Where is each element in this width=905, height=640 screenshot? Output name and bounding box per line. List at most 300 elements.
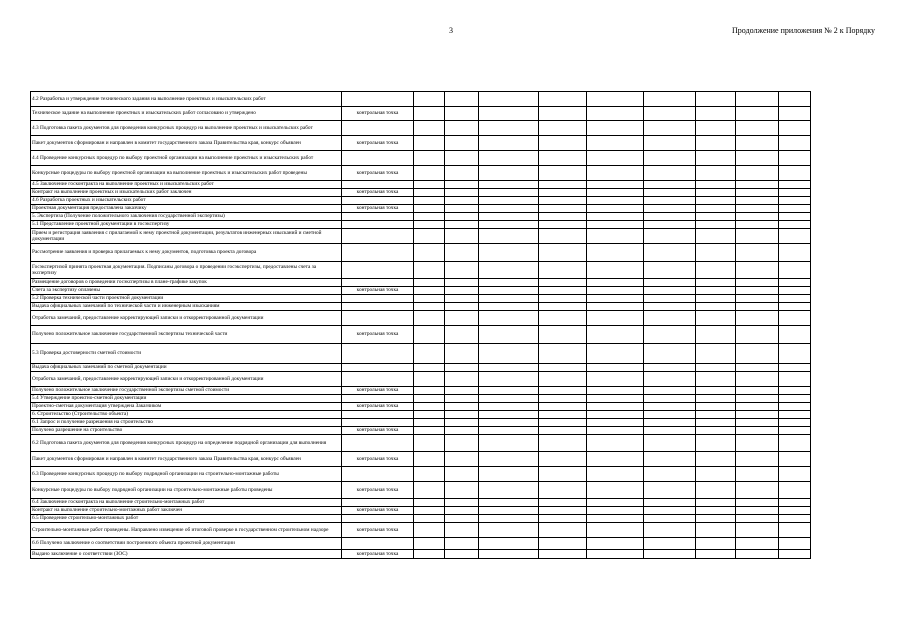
empty-cell [445, 205, 479, 213]
empty-cell [414, 287, 445, 295]
control-point-cell [342, 411, 414, 419]
empty-cell [445, 229, 479, 244]
empty-cell [414, 403, 445, 411]
table-row [31, 287, 811, 295]
empty-cell [696, 403, 736, 411]
table-row [31, 229, 811, 244]
empty-cell [479, 467, 539, 482]
empty-cell [644, 419, 696, 427]
control-point-cell [342, 303, 414, 311]
empty-cell [479, 523, 539, 538]
empty-cell [696, 107, 736, 121]
empty-cell [779, 550, 811, 559]
page-number: 3 [449, 26, 453, 35]
empty-cell [479, 287, 539, 295]
control-point-cell [342, 151, 414, 166]
empty-cell [539, 189, 587, 197]
control-point-cell [342, 244, 414, 262]
empty-cell [479, 515, 539, 523]
empty-cell [736, 364, 779, 372]
empty-cell [587, 427, 644, 435]
empty-cell [779, 136, 811, 151]
empty-cell [445, 136, 479, 151]
empty-cell [414, 244, 445, 262]
empty-cell [696, 344, 736, 364]
empty-cell [779, 287, 811, 295]
empty-cell [587, 136, 644, 151]
empty-cell [445, 403, 479, 411]
control-point-cell [342, 279, 414, 287]
empty-cell [587, 151, 644, 166]
empty-cell [539, 427, 587, 435]
empty-cell [644, 244, 696, 262]
empty-cell [696, 303, 736, 311]
empty-cell [479, 295, 539, 303]
empty-cell [736, 213, 779, 221]
empty-cell [779, 515, 811, 523]
empty-cell [736, 482, 779, 499]
empty-cell [587, 311, 644, 326]
empty-cell [644, 467, 696, 482]
empty-cell [696, 181, 736, 189]
empty-cell [696, 364, 736, 372]
empty-cell [445, 189, 479, 197]
empty-cell [445, 197, 479, 205]
empty-cell [644, 550, 696, 559]
control-point-cell [342, 213, 414, 221]
control-point-cell: контрольная точка [342, 326, 414, 344]
stage-cell: 4.2 Разработка и утверждение технического задания на выполнение проектных и изыскательских работ [31, 92, 342, 107]
empty-cell [479, 344, 539, 364]
empty-cell [539, 419, 587, 427]
empty-cell [445, 92, 479, 107]
empty-cell [445, 387, 479, 395]
control-point-cell [342, 395, 414, 403]
table-row [31, 295, 811, 303]
empty-cell [644, 364, 696, 372]
empty-cell [414, 221, 445, 229]
empty-cell [414, 507, 445, 515]
empty-cell [539, 515, 587, 523]
empty-cell [414, 295, 445, 303]
empty-cell [644, 372, 696, 387]
control-point-cell [342, 515, 414, 523]
control-point-cell: контрольная точка [342, 427, 414, 435]
control-point-cell [342, 262, 414, 279]
empty-cell [414, 189, 445, 197]
empty-cell [587, 482, 644, 499]
empty-cell [779, 538, 811, 550]
empty-cell [696, 136, 736, 151]
empty-cell [479, 395, 539, 403]
empty-cell [539, 387, 587, 395]
empty-cell [445, 550, 479, 559]
empty-cell [644, 435, 696, 452]
empty-cell [696, 538, 736, 550]
empty-cell [479, 92, 539, 107]
empty-cell [479, 197, 539, 205]
empty-cell [779, 467, 811, 482]
empty-cell [445, 395, 479, 403]
empty-cell [779, 229, 811, 244]
empty-cell [414, 262, 445, 279]
empty-cell [644, 121, 696, 136]
table-row [31, 107, 811, 121]
control-point-cell [342, 92, 414, 107]
empty-cell [445, 121, 479, 136]
empty-cell [779, 403, 811, 411]
empty-cell [644, 499, 696, 507]
empty-cell [479, 482, 539, 499]
empty-cell [539, 538, 587, 550]
table-row [31, 482, 811, 499]
empty-cell [587, 507, 644, 515]
empty-cell [696, 287, 736, 295]
control-point-cell [342, 435, 414, 452]
empty-cell [779, 166, 811, 181]
empty-cell [736, 326, 779, 344]
empty-cell [736, 515, 779, 523]
table-row [31, 197, 811, 205]
stage-cell: Счета за экспертизу оплачены [31, 287, 342, 295]
stage-cell: Прием и регистрация заявления с прилагаемой к нему проектной документации, результатов инженерных изысканий и сметной документации [31, 229, 342, 244]
stage-cell: Пакет документов сформирован и направлен в комитет государственного заказа Правительства края, конкурс объявлен [31, 452, 342, 467]
empty-cell [736, 467, 779, 482]
empty-cell [736, 372, 779, 387]
empty-cell [736, 499, 779, 507]
stage-cell: Выдача официальных замечаний по сметной документации [31, 364, 342, 372]
empty-cell [736, 344, 779, 364]
empty-cell [539, 121, 587, 136]
empty-cell [587, 395, 644, 403]
empty-cell [587, 403, 644, 411]
empty-cell [779, 499, 811, 507]
empty-cell [696, 326, 736, 344]
empty-cell [736, 507, 779, 515]
empty-cell [479, 372, 539, 387]
empty-cell [414, 482, 445, 499]
empty-cell [696, 189, 736, 197]
empty-cell [539, 166, 587, 181]
empty-cell [539, 344, 587, 364]
empty-cell [736, 550, 779, 559]
empty-cell [587, 205, 644, 213]
control-point-cell [342, 229, 414, 244]
empty-cell [445, 295, 479, 303]
empty-cell [587, 419, 644, 427]
control-point-cell [342, 295, 414, 303]
empty-cell [445, 435, 479, 452]
empty-cell [479, 136, 539, 151]
table-row [31, 213, 811, 221]
empty-cell [779, 213, 811, 221]
control-point-cell [342, 311, 414, 326]
control-point-cell [342, 221, 414, 229]
stage-cell: Строительно-монтажные работ проведены. Направлено извещение об итоговой проверке в государственном строительном надзоре [31, 523, 342, 538]
control-point-cell: контрольная точка [342, 107, 414, 121]
empty-cell [414, 372, 445, 387]
empty-cell [539, 151, 587, 166]
empty-cell [736, 151, 779, 166]
empty-cell [445, 427, 479, 435]
empty-cell [779, 482, 811, 499]
empty-cell [539, 279, 587, 287]
empty-cell [479, 221, 539, 229]
empty-cell [539, 303, 587, 311]
empty-cell [539, 372, 587, 387]
control-point-cell: контрольная точка [342, 136, 414, 151]
empty-cell [445, 326, 479, 344]
control-point-cell: контрольная точка [342, 550, 414, 559]
empty-cell [644, 197, 696, 205]
empty-cell [587, 467, 644, 482]
empty-cell [587, 221, 644, 229]
empty-cell [479, 427, 539, 435]
table-row [31, 538, 811, 550]
empty-cell [644, 205, 696, 213]
stage-cell: Конкурсные процедуры по выбору проектной организации на выполнение проектных и изыскательских работ проведены [31, 166, 342, 181]
empty-cell [736, 452, 779, 467]
empty-cell [414, 499, 445, 507]
empty-cell [644, 411, 696, 419]
empty-cell [587, 550, 644, 559]
empty-cell [696, 205, 736, 213]
empty-cell [414, 427, 445, 435]
empty-cell [736, 197, 779, 205]
empty-cell [779, 197, 811, 205]
empty-cell [587, 303, 644, 311]
empty-cell [445, 151, 479, 166]
empty-cell [644, 303, 696, 311]
empty-cell [644, 189, 696, 197]
empty-cell [736, 387, 779, 395]
control-point-cell [342, 364, 414, 372]
empty-cell [414, 136, 445, 151]
table-row [31, 364, 811, 372]
empty-cell [779, 151, 811, 166]
empty-cell [445, 507, 479, 515]
empty-cell [736, 311, 779, 326]
stage-cell: Отработка замечаний, предоставление корректирующей записки и откорректированной документации [31, 311, 342, 326]
stage-cell: Размещение договоров о проведении госэкспертизы в плане-графике закупок [31, 279, 342, 287]
empty-cell [736, 295, 779, 303]
empty-cell [696, 515, 736, 523]
empty-cell [539, 197, 587, 205]
stage-cell: Выдача официальных замечаний по технической части и инженерным изысканиям [31, 303, 342, 311]
empty-cell [414, 515, 445, 523]
empty-cell [445, 279, 479, 287]
empty-cell [587, 295, 644, 303]
stage-cell: 5.2 Проверка технической части проектной документации [31, 295, 342, 303]
empty-cell [779, 364, 811, 372]
empty-cell [779, 303, 811, 311]
empty-cell [587, 279, 644, 287]
stage-cell: 6.2 Подготовка пакета документов для проведения конкурсных процедур на определение подрядной организации для выполнения [31, 435, 342, 452]
empty-cell [445, 515, 479, 523]
empty-cell [779, 121, 811, 136]
empty-cell [587, 499, 644, 507]
table-row [31, 262, 811, 279]
stage-cell: Пакет документов сформирован и направлен в комитет государственного заказа Правительства края, конкурс объявлен [31, 136, 342, 151]
empty-cell [736, 229, 779, 244]
empty-cell [779, 262, 811, 279]
control-point-cell [342, 372, 414, 387]
empty-cell [779, 344, 811, 364]
empty-cell [479, 326, 539, 344]
empty-cell [736, 189, 779, 197]
empty-cell [779, 523, 811, 538]
empty-cell [587, 326, 644, 344]
empty-cell [539, 435, 587, 452]
empty-cell [414, 387, 445, 395]
empty-cell [696, 166, 736, 181]
table-row [31, 403, 811, 411]
empty-cell [779, 395, 811, 403]
empty-cell [445, 452, 479, 467]
control-point-cell [342, 121, 414, 136]
control-point-cell [342, 344, 414, 364]
empty-cell [696, 372, 736, 387]
empty-cell [736, 244, 779, 262]
empty-cell [696, 279, 736, 287]
table-row [31, 387, 811, 395]
empty-cell [644, 507, 696, 515]
empty-cell [696, 523, 736, 538]
empty-cell [587, 287, 644, 295]
empty-cell [644, 295, 696, 303]
empty-cell [736, 136, 779, 151]
empty-cell [696, 419, 736, 427]
empty-cell [539, 136, 587, 151]
empty-cell [479, 107, 539, 121]
empty-cell [414, 151, 445, 166]
empty-cell [696, 244, 736, 262]
empty-cell [696, 550, 736, 559]
table-row [31, 344, 811, 364]
table-row [31, 244, 811, 262]
empty-cell [445, 303, 479, 311]
empty-cell [539, 295, 587, 303]
control-point-cell [342, 538, 414, 550]
empty-cell [736, 523, 779, 538]
empty-cell [644, 311, 696, 326]
empty-cell [539, 499, 587, 507]
empty-cell [736, 395, 779, 403]
table-row [31, 326, 811, 344]
empty-cell [644, 287, 696, 295]
empty-cell [736, 181, 779, 189]
empty-cell [587, 364, 644, 372]
control-point-cell: контрольная точка [342, 403, 414, 411]
empty-cell [479, 311, 539, 326]
stage-cell: Получено положительное заключение государственной экспертизы технической части [31, 326, 342, 344]
empty-cell [587, 344, 644, 364]
stage-cell: 4.6 Разработка проектных и изыскательских работ [31, 197, 342, 205]
empty-cell [414, 279, 445, 287]
empty-cell [479, 151, 539, 166]
empty-cell [445, 311, 479, 326]
empty-cell [479, 435, 539, 452]
stage-cell: Получено разрешение на строительство [31, 427, 342, 435]
empty-cell [779, 411, 811, 419]
control-point-cell [342, 499, 414, 507]
stage-cell: Рассмотрение заявления и проверка прилагаемых к нему документов, подготовка проекта договора [31, 244, 342, 262]
control-point-cell [342, 419, 414, 427]
empty-cell [414, 411, 445, 419]
table-row [31, 166, 811, 181]
empty-cell [445, 166, 479, 181]
empty-cell [539, 467, 587, 482]
empty-cell [414, 538, 445, 550]
empty-cell [587, 435, 644, 452]
table-row [31, 279, 811, 287]
empty-cell [587, 189, 644, 197]
empty-cell [696, 311, 736, 326]
empty-cell [539, 364, 587, 372]
empty-cell [445, 221, 479, 229]
empty-cell [587, 387, 644, 395]
empty-cell [414, 205, 445, 213]
empty-cell [539, 213, 587, 221]
empty-cell [696, 295, 736, 303]
empty-cell [587, 411, 644, 419]
empty-cell [414, 435, 445, 452]
table-row [31, 435, 811, 452]
stage-cell: 5.3 Проверка достоверности сметной стоимости [31, 344, 342, 364]
stage-cell: 5. Экспертиза (Получение положительного заключения государственной экспертизы) [31, 213, 342, 221]
empty-cell [479, 538, 539, 550]
empty-cell [696, 435, 736, 452]
empty-cell [736, 303, 779, 311]
empty-cell [539, 92, 587, 107]
empty-cell [644, 452, 696, 467]
empty-cell [414, 467, 445, 482]
table-row [31, 467, 811, 482]
empty-cell [587, 92, 644, 107]
empty-cell [539, 482, 587, 499]
empty-cell [414, 197, 445, 205]
empty-cell [696, 411, 736, 419]
empty-cell [779, 244, 811, 262]
empty-cell [736, 538, 779, 550]
empty-cell [779, 92, 811, 107]
empty-cell [414, 166, 445, 181]
empty-cell [445, 244, 479, 262]
empty-cell [414, 92, 445, 107]
empty-cell [539, 287, 587, 295]
empty-cell [696, 262, 736, 279]
empty-cell [696, 151, 736, 166]
empty-cell [587, 107, 644, 121]
empty-cell [539, 262, 587, 279]
table-row [31, 136, 811, 151]
table-row [31, 181, 811, 189]
empty-cell [696, 507, 736, 515]
empty-cell [644, 213, 696, 221]
control-point-cell: контрольная точка [342, 452, 414, 467]
control-point-cell: контрольная точка [342, 205, 414, 213]
empty-cell [779, 372, 811, 387]
empty-cell [587, 538, 644, 550]
empty-cell [539, 181, 587, 189]
stage-cell: Контракт на выполнение строительно-монтажных работ заключен [31, 507, 342, 515]
empty-cell [736, 287, 779, 295]
empty-cell [414, 344, 445, 364]
empty-cell [644, 262, 696, 279]
empty-cell [779, 181, 811, 189]
stage-cell: Контракт на выполнение проектных и изыскательских работ заключен [31, 189, 342, 197]
empty-cell [479, 205, 539, 213]
